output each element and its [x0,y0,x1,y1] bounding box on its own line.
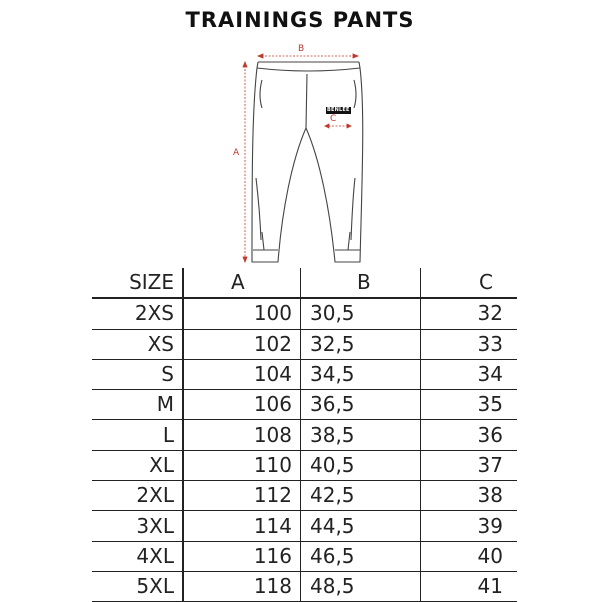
cell-b: 38,5 [301,420,421,450]
cell-a: 114 [183,511,301,541]
cell-a: 102 [183,329,301,359]
cell-b: 34,5 [301,359,421,389]
cell-c: 32 [421,298,518,329]
cell-b: 30,5 [301,298,421,329]
table-row [92,481,517,511]
cell-b: 32,5 [301,329,421,359]
table-row [92,298,517,329]
table-row [92,329,517,359]
cell-a: 100 [183,298,301,329]
cell-b: 44,5 [301,511,421,541]
cell-a: 106 [183,390,301,420]
cell-c: 35 [421,390,518,420]
cell-c: 34 [421,359,518,389]
table-row [92,359,517,389]
dimension-label-b: B [298,44,305,54]
cell-size: 2XS [92,298,183,329]
cell-c: 38 [421,481,518,511]
header-a: A [183,268,301,298]
cell-a: 118 [183,571,301,601]
cell-a: 112 [183,481,301,511]
table-header-row [92,268,517,298]
pants-diagram [0,0,600,270]
dimension-label-c: C [330,114,337,124]
cell-size: M [92,390,183,420]
pants-outline [252,62,363,262]
cell-size: 5XL [92,571,183,601]
cell-c: 40 [421,541,518,571]
cell-a: 110 [183,450,301,480]
cell-a: 116 [183,541,301,571]
cell-b: 46,5 [301,541,421,571]
table-row [92,390,517,420]
table-row [92,420,517,450]
cell-b: 40,5 [301,450,421,480]
cell-c: 39 [421,511,518,541]
cell-size: 3XL [92,511,183,541]
header-c: C [421,268,518,298]
cell-size: L [92,420,183,450]
page-title: TRAININGS PANTS [185,8,415,32]
cell-c: 36 [421,420,518,450]
cell-c: 37 [421,450,518,480]
cell-a: 104 [183,359,301,389]
cell-size: S [92,359,183,389]
brand-logo: BENLEE [327,107,350,113]
cell-b: 36,5 [301,390,421,420]
header-size: SIZE [92,268,183,298]
header-b: B [301,268,421,298]
size-table [92,268,517,602]
table-row [92,571,517,601]
table-row [92,450,517,480]
cell-size: XS [92,329,183,359]
cell-b: 42,5 [301,481,421,511]
dimension-label-a: A [233,148,240,158]
pants-outline-drawing [0,0,600,270]
table-row [92,511,517,541]
cell-size: 4XL [92,541,183,571]
cell-size: 2XL [92,481,183,511]
cell-size: XL [92,450,183,480]
cell-c: 33 [421,329,518,359]
cell-b: 48,5 [301,571,421,601]
cell-a: 108 [183,420,301,450]
cell-c: 41 [421,571,518,601]
table-row [92,541,517,571]
